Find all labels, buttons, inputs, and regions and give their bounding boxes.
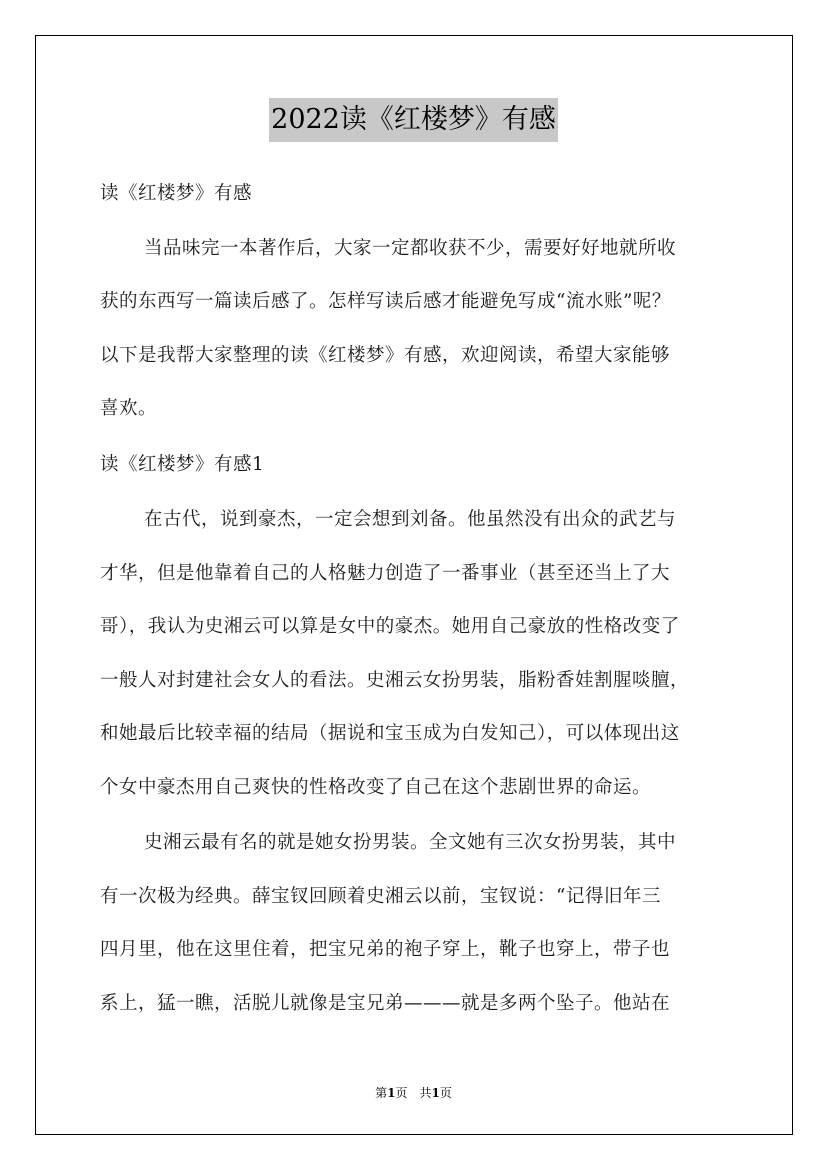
intro-line: 获的东西写一篇读后感了。怎样写读后感才能避免写成“流水账”呢？ (100, 291, 671, 312)
footer-mid: 页 共 (395, 1086, 432, 1100)
page-footer (0, 1084, 827, 1101)
paragraph-line: 在古代，说到豪杰，一定会想到刘备。他虽然没有出众的武艺与 (144, 509, 677, 530)
paragraph-line: 史湘云最有名的就是她女扮男装。全文她有三次女扮男装，其中 (144, 832, 677, 853)
subtitle: 读《红楼梦》有感 (100, 183, 253, 204)
footer-prefix: 第 (375, 1086, 388, 1100)
footer-suffix: 页 (439, 1086, 452, 1100)
paragraph-line: 有一次极为经典。薛宝钗回顾着史湘云以前，宝钗说：“记得旧年三 (100, 886, 661, 907)
section-heading: 读《红楼梦》有感1 (100, 454, 265, 475)
intro-line: 当品味完一本著作后，大家一定都收获不少，需要好好地就所收 (144, 238, 677, 259)
intro-line: 喜欢。 (100, 398, 158, 419)
footer-total-pages: 1 (431, 1086, 440, 1100)
paragraph-line: 和她最后比较幸福的结局（据说和宝玉成为白发知己），可以体现出这 (100, 723, 680, 744)
document-title: 2022读《红楼梦》有感 (269, 98, 558, 142)
intro-line: 以下是我帮大家整理的读《红楼梦》有感，欢迎阅读，希望大家能够 (100, 345, 671, 366)
title-container (0, 98, 827, 142)
paragraph-line: 四月里，他在这里住着，把宝兄弟的袍子穿上，靴子也穿上，带子也 (100, 939, 671, 960)
paragraph-line: 哥），我认为史湘云可以算是女中的豪杰。她用自己豪放的性格改变了 (100, 616, 680, 637)
footer-current-page: 1 (387, 1086, 396, 1100)
paragraph-line: 一般人对封建社会女人的看法。史湘云女扮男装，脂粉香娃割腥啖膻， (100, 670, 690, 691)
paragraph-line: 才华，但是他靠着自己的人格魅力创造了一番事业（甚至还当上了大 (100, 563, 671, 584)
paragraph-line: 个女中豪杰用自己爽快的性格改变了自己在这个悲剧世界的命运。 (100, 777, 652, 798)
paragraph-line: 系上，猛一瞧，活脱儿就像是宝兄弟———就是多两个坠子。他站在 (100, 993, 671, 1014)
